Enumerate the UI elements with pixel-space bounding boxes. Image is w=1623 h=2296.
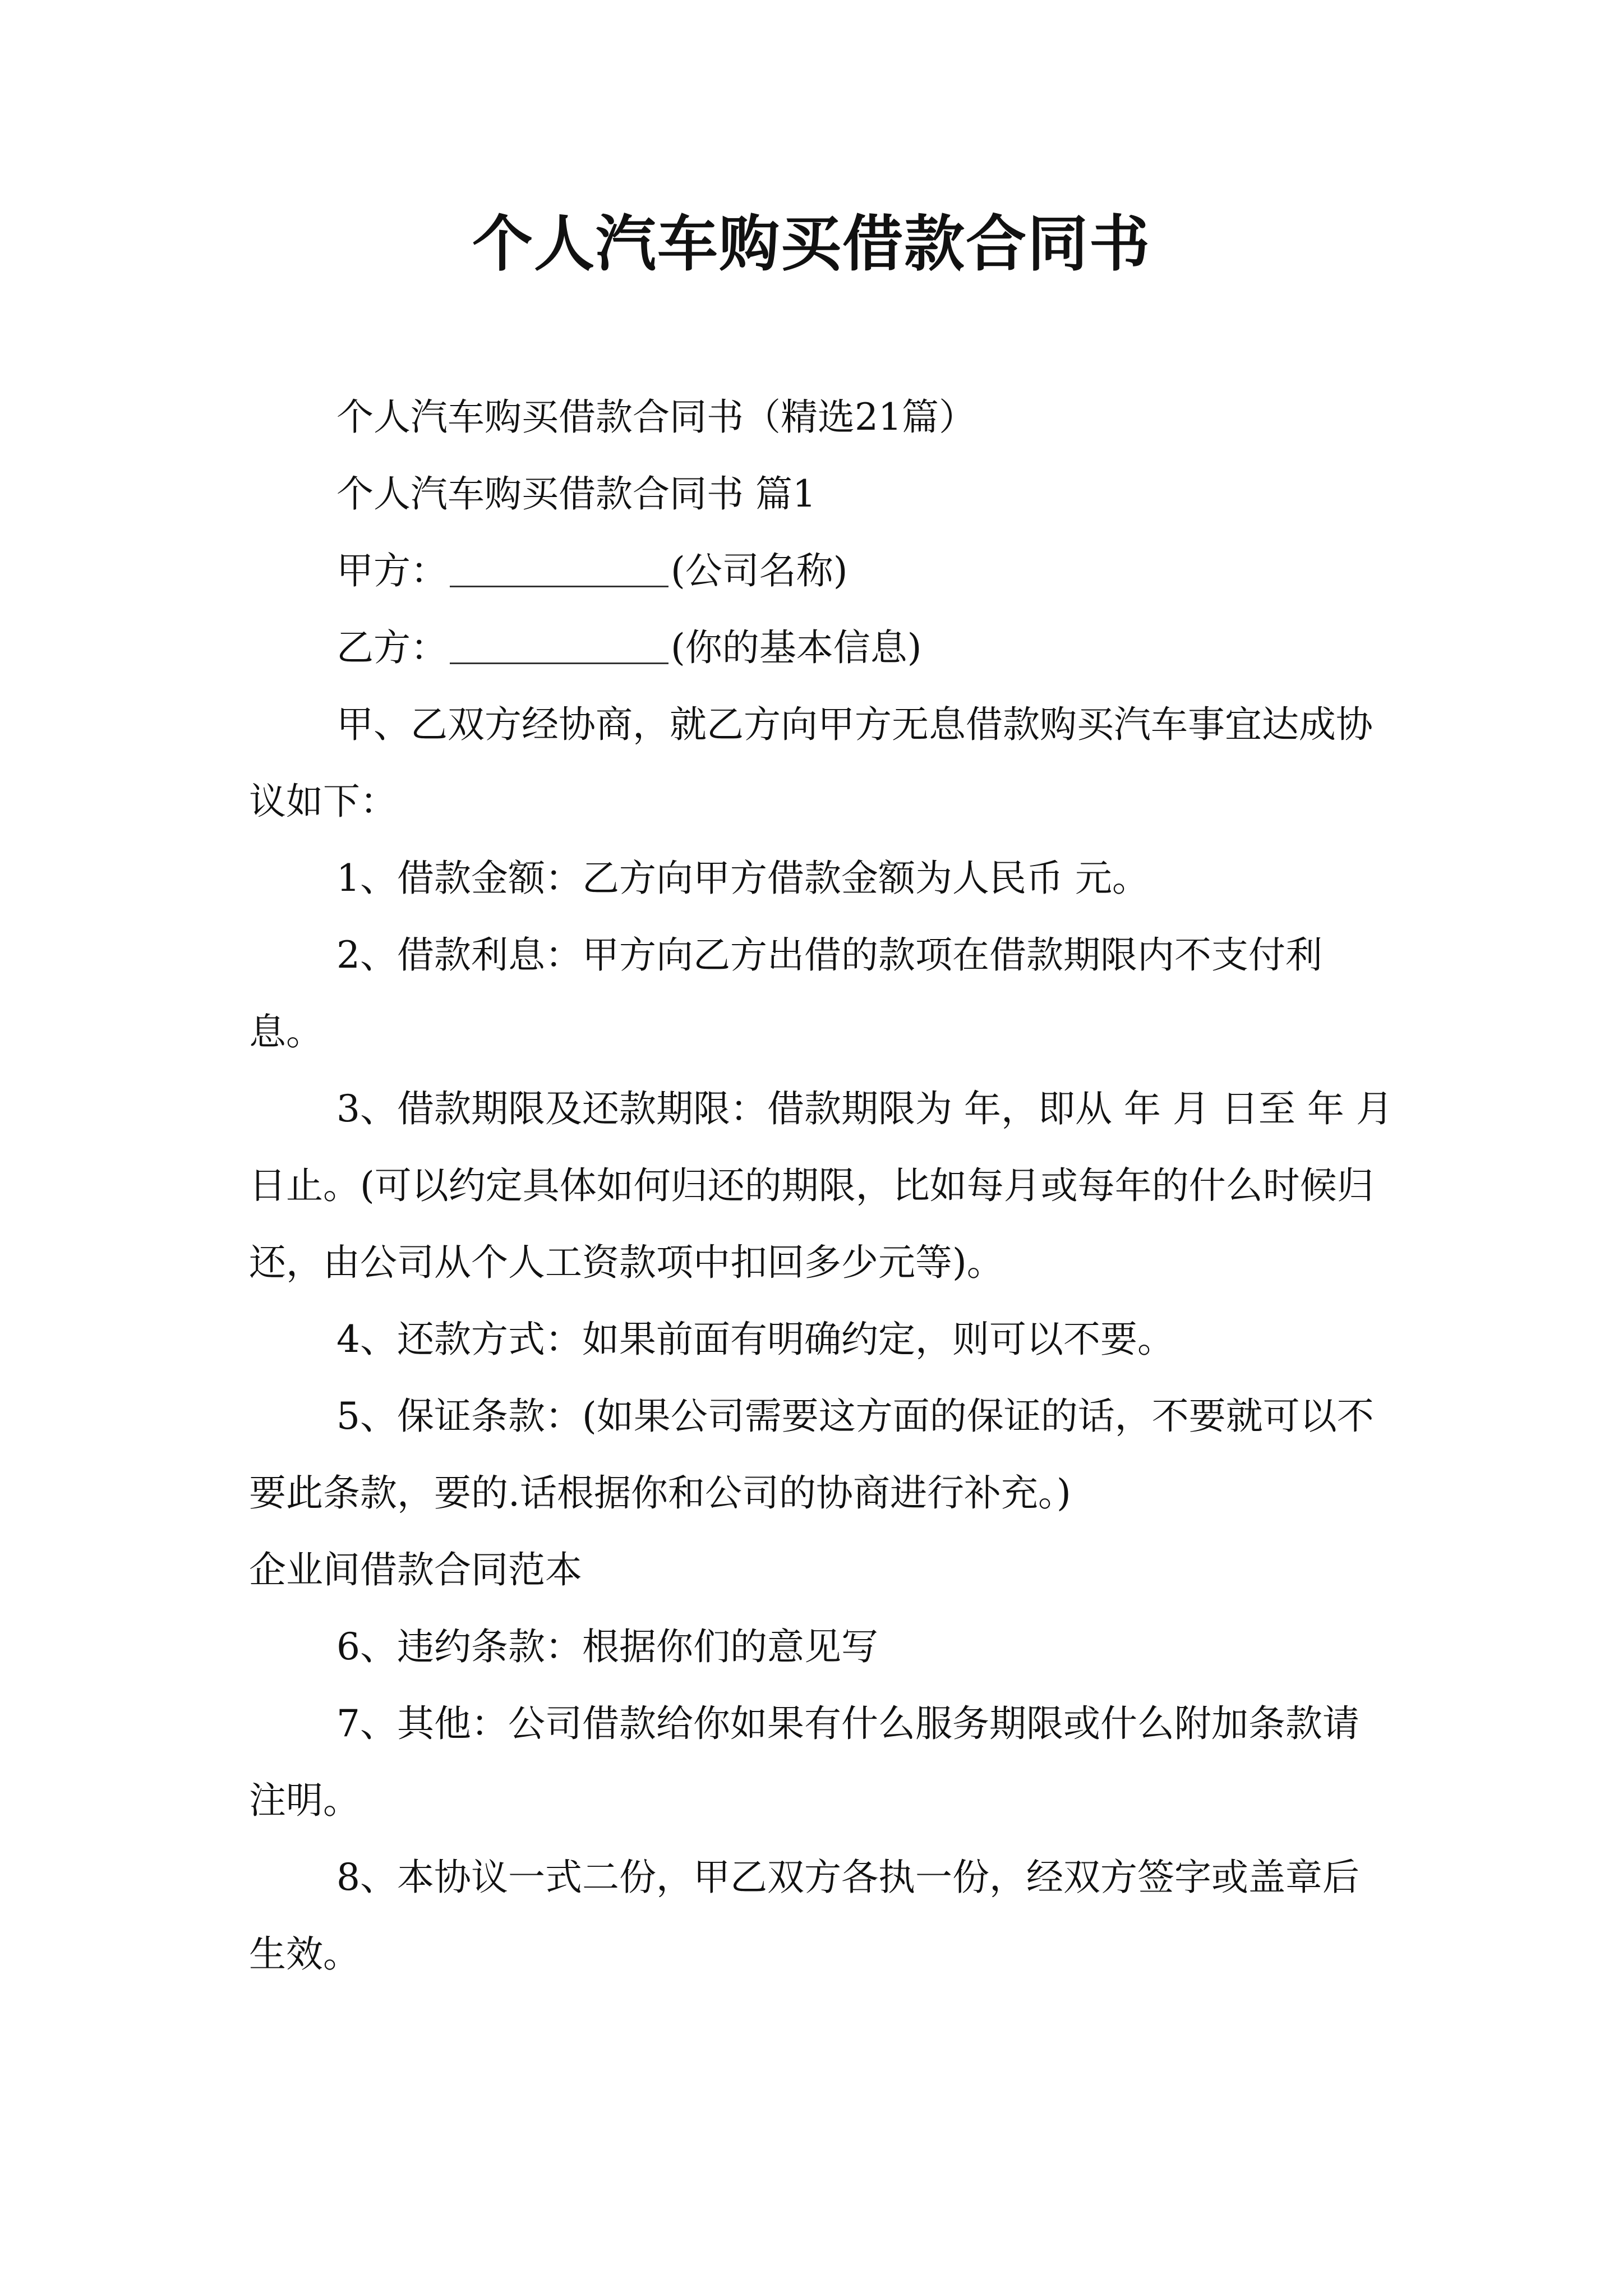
- party-b-note: (你的基本信息): [671, 626, 922, 669]
- clause-1: 1、借款金额：乙方向甲方借款金额为人民币 元。: [336, 857, 1149, 900]
- party-b-line: [249, 609, 1393, 686]
- clause-8: 8、本协议一式二份，甲乙双方各执一份，经双方签字或盖章后生效。: [249, 1856, 1359, 1976]
- clause-3: 3、借款期限及还款期限：借款期限为 年，即从 年 月 日至 年 月 日止。(可以约定具体如何归还的期限，比如每月或每年的什么时候归还，由公司从个人工资款项中扣回多少元等)。: [249, 1087, 1393, 1284]
- document-subtitle: 个人汽车购买借款合同书（精选21篇）: [336, 395, 976, 439]
- clause-6: 6、违约条款：根据你们的意见写: [336, 1625, 878, 1668]
- party-a-label: 甲方：: [336, 549, 448, 592]
- party-b-blank: [450, 625, 668, 664]
- document-body: [249, 379, 1393, 1993]
- party-a-note: (公司名称): [671, 549, 848, 592]
- party-a-blank: [450, 549, 668, 587]
- party-a-line: [249, 532, 1393, 609]
- party-b-label: 乙方：: [336, 626, 448, 669]
- clause-4: 4、还款方式：如果前面有明确约定，则可以不要。: [336, 1318, 1174, 1361]
- clause-5-extra: 企业间借款合同范本: [249, 1548, 582, 1591]
- intro-paragraph: 甲、乙双方经协商，就乙方向甲方无息借款购买汽车事宜达成协议如下：: [249, 703, 1373, 823]
- clause-7: 7、其他：公司借款给你如果有什么服务期限或什么附加条款请注明。: [249, 1702, 1359, 1822]
- clause-5: 5、保证条款：(如果公司需要这方面的保证的话，不要就可以不要此条款，要的.话根据你和公司的协商进行补充。): [249, 1395, 1374, 1515]
- clause-2: 2、借款利息：甲方向乙方出借的款项在借款期限内不支付利息。: [249, 933, 1322, 1053]
- document-title: 个人汽车购买借款合同书: [472, 209, 1151, 279]
- section-heading: 个人汽车购买借款合同书 篇1: [336, 472, 816, 516]
